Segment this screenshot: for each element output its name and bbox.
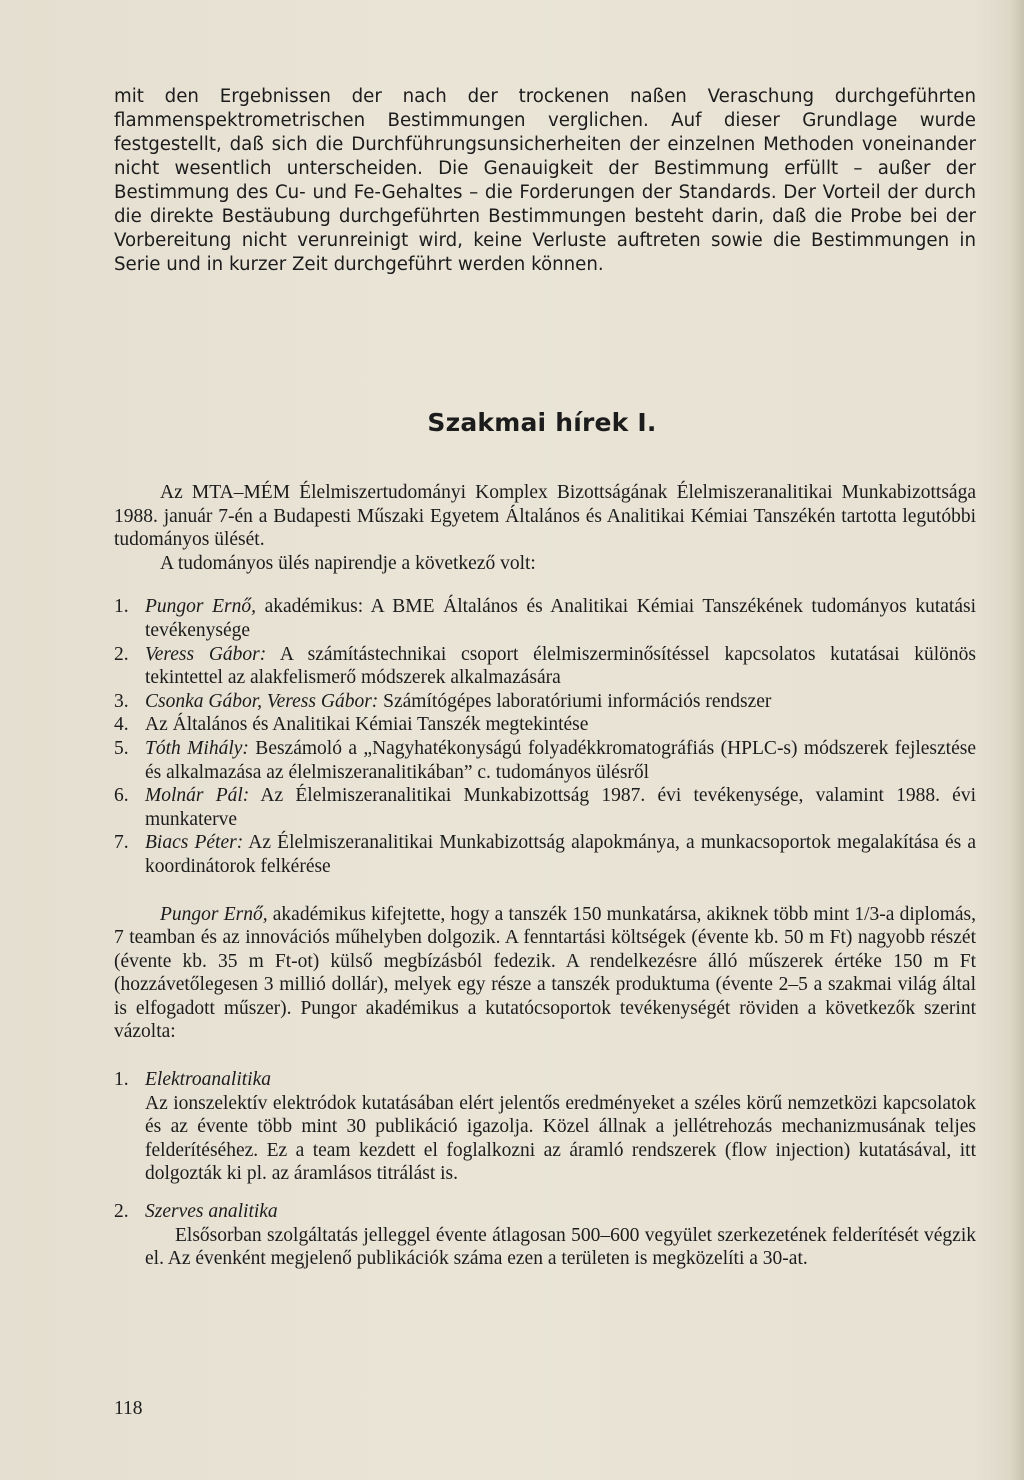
section-title: Elektroanalitika: [145, 1069, 271, 1091]
agenda-list: [114, 595, 976, 878]
agenda-item-person: Molnár Pál:: [145, 785, 250, 807]
agenda-item-number: 6.: [114, 785, 129, 807]
agenda-item: [114, 595, 976, 642]
agenda-item-person: Tóth Mihály:: [145, 737, 249, 759]
report-person: Pungor Ernő,: [160, 903, 268, 925]
agenda-item: [114, 713, 976, 737]
agenda-item-text: Beszámoló a „Nagyhatékonyságú folyadékkromatográfiás (HPLC-s) módszerek fejlesztése és alkalmazása az élelmiszeranalitikában” c. tudományos ülésről: [145, 737, 976, 783]
german-paragraph: mit den Ergebnissen der nach der trockenen naßen Veraschung durchgeführten flammenspektrometrischen Bestimmungen verglichen. Auf dieser Grundlage wurde festgestellt, daß sich die Durchführungsunsicherheiten der einzelnen Methoden voneinander nicht wesentlich unterscheiden. Die Genauigkeit der Bestimmung erfüllt – außer der Bestimmung des Cu- und Fe-Gehaltes – die Forderungen der Standards. Der Vorteil der durch die direkte Bestäubung durchgeführten Bestimmungen besteht darin, daß die Probe bei der Vorbereitung nicht verunreinigt wird, keine Verluste auftreten sowie die Bestimmungen in Serie und in kurzer Zeit durchgeführt werden können.: [114, 86, 976, 275]
agenda-item-person: Veress Gábor:: [145, 643, 267, 665]
section-number: 1.: [114, 1069, 129, 1091]
agenda-item-number: 5.: [114, 737, 129, 759]
agenda-item: [114, 643, 976, 690]
agenda-item-person: Csonka Gábor, Veress Gábor:: [145, 690, 379, 712]
agenda-item-text: Az Általános és Analitikai Kémiai Tanszék megtekintése: [145, 714, 589, 736]
hungarian-text-block: [114, 481, 976, 1271]
agenda-item: [114, 737, 976, 784]
page-edge: [1010, 0, 1024, 1480]
section-title: Szerves analitika: [145, 1201, 278, 1223]
agenda-item-number: 4.: [114, 714, 129, 736]
agenda-intro: A tudományos ülés napirendje a következő volt:: [160, 552, 536, 574]
agenda-item-number: 7.: [114, 832, 129, 854]
agenda-item-number: 1.: [114, 596, 129, 618]
page-number: 118: [114, 1398, 143, 1419]
agenda-item-text: Számítógépes laboratóriumi információs rendszer: [378, 690, 772, 712]
section-heading: Szakmai hírek I.: [427, 408, 657, 437]
agenda-item-person: Pungor Ernő,: [145, 596, 256, 618]
agenda-item-text: Az Élelmiszeranalitikai Munkabizottság alapokmánya, a munkacsoportok megalakítása és a koordinátorok felkérése: [145, 832, 976, 877]
section-text: Elsősorban szolgáltatás jelleggel évente átlagosan 500–600 vegyület szerkezetének felderítését végzik el. Az évenként megjelenő publikációk száma ezen a területen is megközelíti a 30-at.: [145, 1224, 976, 1270]
section-electroanalytics: [114, 1068, 976, 1186]
agenda-item-number: 3.: [114, 690, 129, 712]
agenda-item: [114, 831, 976, 878]
agenda-item-number: 2.: [114, 643, 129, 665]
german-text-block: [114, 85, 976, 277]
agenda-item: [114, 690, 976, 714]
report-text: akadémikus kifejtette, hogy a tanszék 150 munkatársa, akiknek több mint 1/3-a diplomás, 7 teamban és az innovációs műhelyben dolgozik. A fenntartási költségek (évente kb. 50 m Ft) nagyobb részét (évente kb. 35 m Ft-ot) külső megbízásból fedezik. A rendelkezésre álló műszerek értéke 150 m Ft (hozzávetőlegesen 3 millió dollár), melyek egy része a tanszék produktuma (évente 2–5 a szakmai világ által is elfogadott műszer). Pungor akadémikus a kutatócsoportok tevékenységét röviden a következők szerint vázolta:: [114, 903, 976, 1043]
intro-paragraph: Az MTA–MÉM Élelmiszertudományi Komplex Bizottságának Élelmiszeranalitikai Munkabizottsága 1988. január 7-én a Budapesti Műszaki Egyetem Általános és Analitikai Kémiai Tanszékén tartotta legutóbbi tudományos ülését.: [114, 482, 976, 551]
agenda-item-text: Az Élelmiszeranalitikai Munkabizottság 1987. évi tevékenysége, valamint 1988. évi munkaterve: [145, 785, 976, 830]
section-text: Az ionszelektív elektródok kutatásában elért jelentős eredményeket a széles körű nemzetközi kapcsolatok és az évente több mint 30 publikáció igazolja. Közel állnak a jellétrehozás mechanizmusának teljes felderítéséhez. Ez a team kezdett el foglalkozni az áramló rendszerek (flow injection) kutatásával, itt dolgozták ki pl. az áramlásos titrálást is.: [145, 1092, 976, 1185]
agenda-item-text: akadémikus: A BME Általános és Analitikai Kémiai Tanszékének tudományos kutatási tevékenysége: [145, 596, 977, 641]
section-organic-analytics: [114, 1200, 976, 1271]
section-number: 2.: [114, 1201, 129, 1223]
agenda-item-text: A számítástechnikai csoport élelmiszerminősítéssel kapcsolatos kutatásai különös tekintettel az alakfelismerő módszerek alkalmazására: [145, 643, 976, 689]
agenda-item: [114, 784, 976, 831]
agenda-item-person: Biacs Péter:: [145, 832, 244, 854]
report-paragraph: [114, 903, 976, 1045]
